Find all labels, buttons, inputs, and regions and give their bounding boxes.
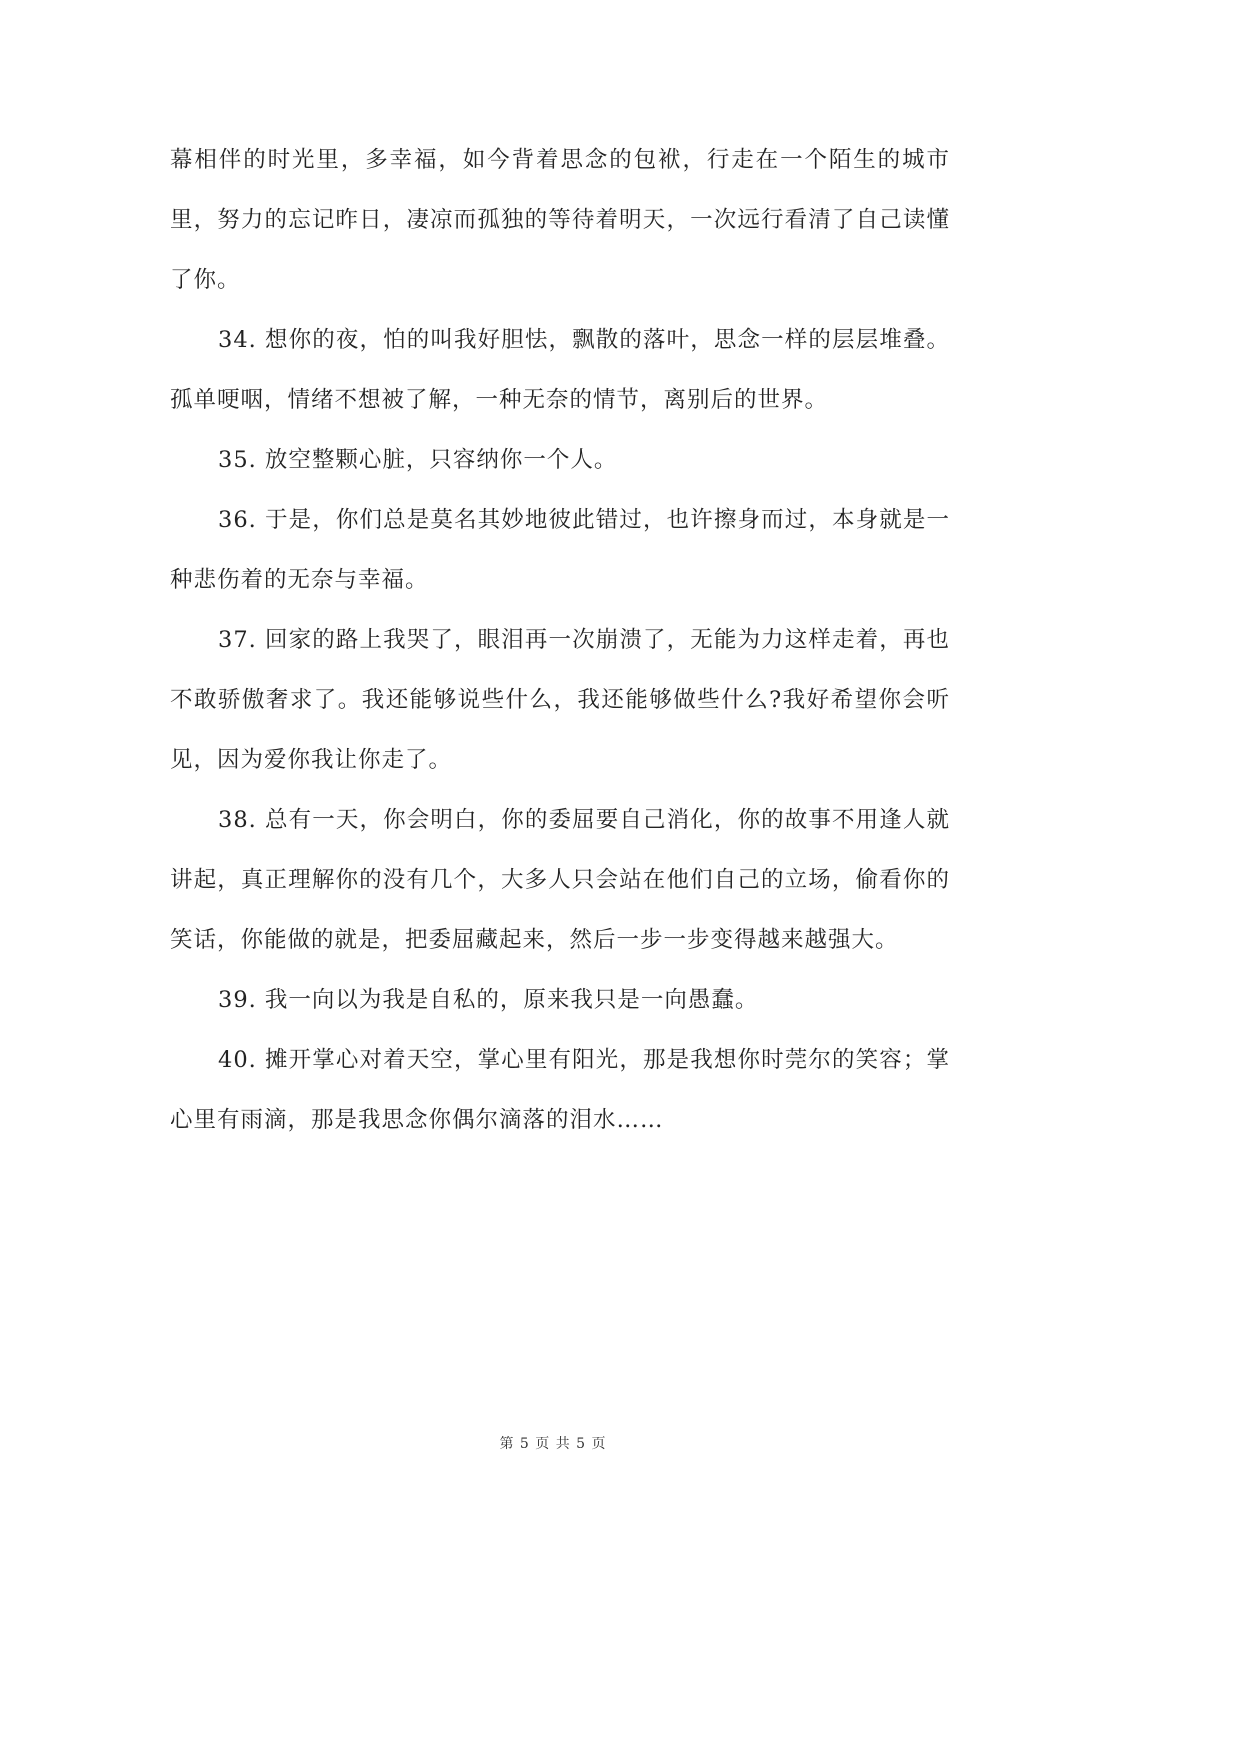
paragraph-continuation: 幕相伴的时光里，多幸福，如今背着思念的包袱，行走在一个陌生的城市里，努力的忘记昨日，凄凉而孤独的等待着明天，一次远行看清了自己读懂了你。 (170, 147, 950, 293)
paragraph-36: 36. 于是，你们总是莫名其妙地彼此错过，也许擦身而过，本身就是一种悲伤着的无奈与幸福。 (170, 507, 950, 593)
paragraph-37: 37. 回家的路上我哭了，眼泪再一次崩溃了，无能为力这样走着，再也不敢骄傲奢求了。我还能够说些什么，我还能够做些什么?我好希望你会听见，因为爱你我让你走了。 (170, 627, 950, 773)
paragraph-38: 38. 总有一天，你会明白，你的委屈要自己消化，你的故事不用逢人就讲起，真正理解你的没有几个，大多人只会站在他们自己的立场，偷看你的笑话，你能做的就是，把委屈藏起来，然后一步一步变得越来越强大。 (170, 807, 950, 953)
paragraph-34: 34. 想你的夜，怕的叫我好胆怯，飘散的落叶，思念一样的层层堆叠。孤单哽咽，情绪不想被了解，一种无奈的情节，离别后的世界。 (170, 327, 950, 413)
page-footer: 第 5 页 共 5 页 (499, 1436, 607, 1452)
document-body (170, 130, 950, 1150)
paragraph-40: 40. 摊开掌心对着天空，掌心里有阳光，那是我想你时莞尔的笑容；掌心里有雨滴，那是我思念你偶尔滴落的泪水…… (170, 1047, 950, 1133)
paragraph-35: 35. 放空整颗心脏，只容纳你一个人。 (218, 447, 618, 473)
paragraph-39: 39. 我一向以为我是自私的，原来我只是一向愚蠢。 (218, 987, 759, 1013)
